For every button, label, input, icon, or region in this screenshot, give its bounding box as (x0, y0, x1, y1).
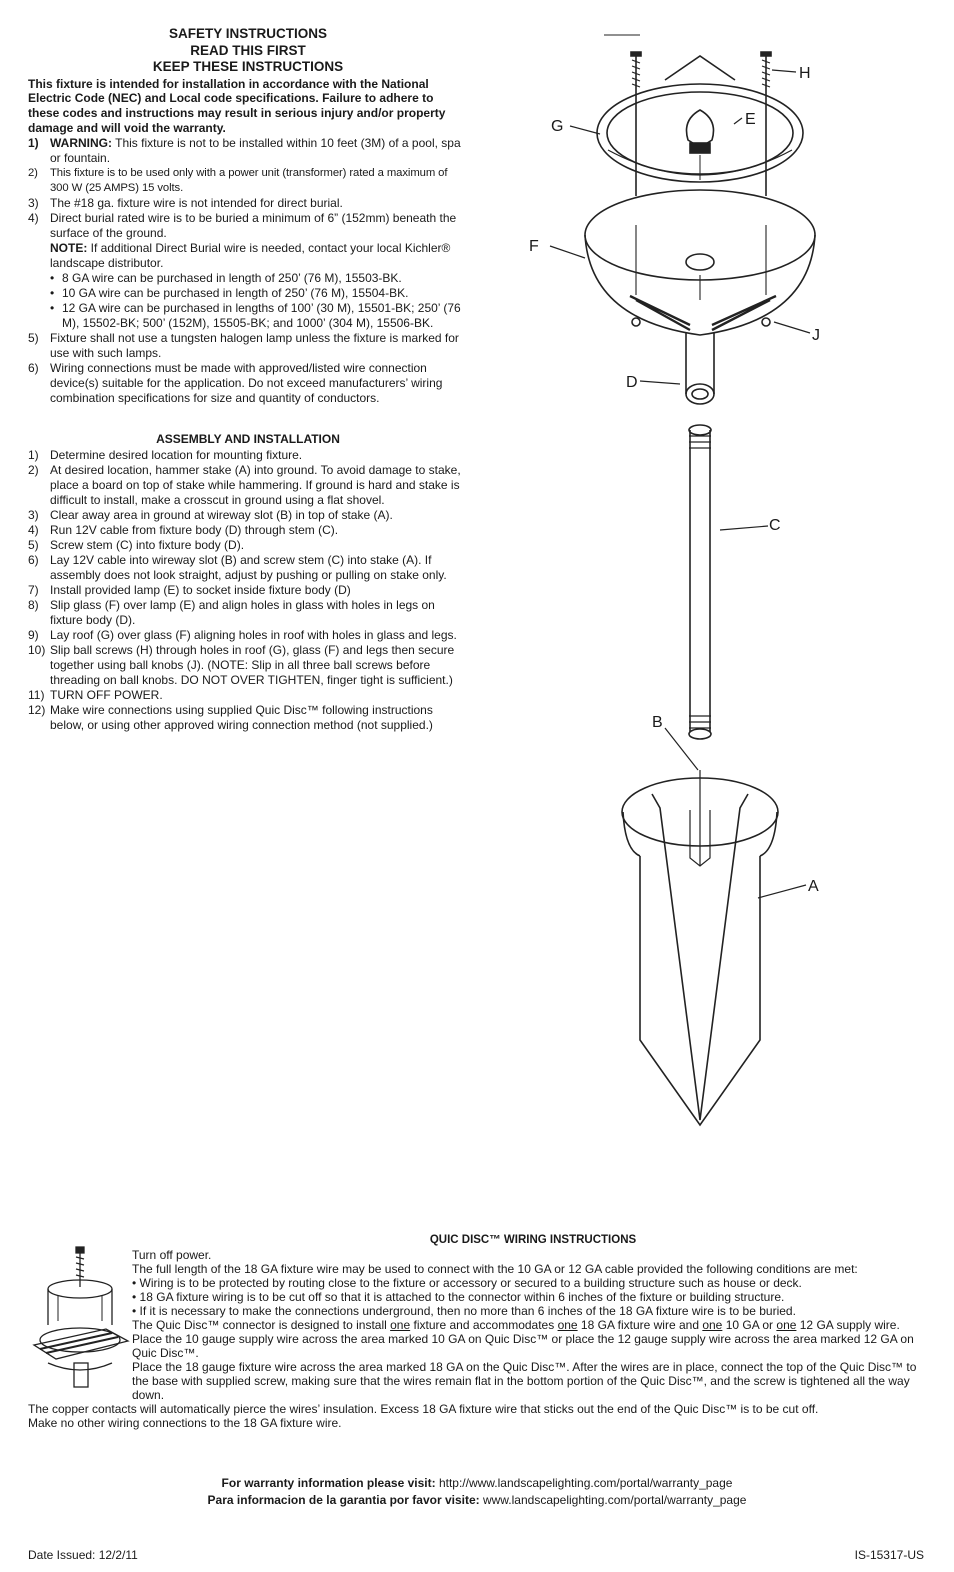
stake (622, 770, 778, 1125)
safety-title: SAFETY INSTRUCTIONS (168, 26, 327, 41)
quic-bullet: • 18 GA fixture wiring is to be cut off so that it is attached to the connector within 6 inches of the fixture or building structure. (132, 1290, 785, 1304)
lamp (687, 110, 714, 180)
ball-screw-left (631, 52, 641, 196)
wire-bullet: • 10 GA wire can be purchased in length of 250’ (76 M), 15504-BK. (50, 285, 409, 300)
label-d: D (626, 374, 638, 391)
quic-p4: Place the 18 gauge fixture wire across the area marked 18 GA on the Quic Disc™. After the wires are in place, connect the top of the Quic Disc™ to the base with supplied screw, making sure that the wires remain flat in the bottom portion of the Quic Disc™, and the screw is tightened all the way down. (132, 1360, 917, 1402)
safety-item: 5) Fixture shall not use a tungsten halogen lamp unless the fixture is marked for use with such lamps. (28, 330, 459, 360)
label-e: E (745, 111, 756, 128)
assembly-step: 1) Determine desired location for mounting fixture. (28, 448, 303, 462)
safety-item: 4) Direct burial rated wire is to be buried a minimum of 6” (152mm) beneath the surface of the ground. (28, 210, 457, 240)
quic-disc-section (28, 1233, 928, 1430)
assembly-step: 3) Clear away area in ground at wireway slot (B) in top of stake (A). (28, 508, 393, 522)
quic-p5: The copper contacts will automatically pierce the wires’ insulation. Excess 18 GA fixture wire that sticks out the end of the Quic Disc™ is to be cut off. (28, 1402, 819, 1416)
document-number: IS-15317-US (854, 1548, 924, 1562)
warning-label: WARNING: (50, 135, 112, 150)
assembly-step: 7) Install provided lamp (E) to socket inside fixture body (D) (28, 583, 351, 597)
safety-intro: This fixture is intended for installation in accordance with the National Electric Code (NEC) and Local code specifications. Failure to adhere to these codes and instructions may result in serious injury and/or property damage and will void the warranty. (28, 76, 446, 135)
safety-item: 3) The #18 ga. fixture wire is not intended for direct burial. (28, 195, 343, 210)
assembly-title: ASSEMBLY AND INSTALLATION (156, 432, 340, 446)
keep-title: KEEP THESE INSTRUCTIONS (152, 59, 344, 74)
safety-item: 6) Wiring connections must be made with approved/listed wire connection device(s) suitable for the application. Do not exceed manufacturers’ wiring combination specifications for size and quantity of conductors. (28, 360, 443, 405)
ball-screw-right (761, 52, 771, 196)
glass-disc (585, 190, 815, 335)
fixture-body (686, 332, 714, 404)
assembly-step: 11) TURN OFF POWER. (28, 688, 163, 702)
label-h: H (799, 65, 811, 82)
fixture-exploded-diagram (529, 28, 880, 1148)
label-a: A (808, 878, 819, 895)
label-g: G (551, 118, 564, 135)
quic-bullet: • If it is necessary to make the connections underground, then no more than 6 inches of the 18 GA fixture wire is to be buried. (132, 1304, 796, 1318)
label-c: C (769, 517, 781, 534)
leader-lines (550, 70, 810, 898)
assembly-step: 2) At desired location, hammer stake (A) into ground. To avoid damage to stake, place a board on top of stake while hammering. If ground is hard and stake is difficult to install, make a crosscut in ground using a flat shovel. (28, 463, 461, 507)
quic-p3: The Quic Disc™ connector is designed to install one fixture and accommodates one 18 GA fixture wire and one 10 GA or one 12 GA supply wire. Place the 10 gauge supply wire across the area marked 10 GA on Quic Disc™ or place the 12 gauge supply wire across the area marked 12 GA on Quic Disc™. (132, 1318, 914, 1360)
assembly-step: 5) Screw stem (C) into fixture body (D). (28, 538, 245, 552)
safety-item: 1) WARNING: This fixture is not to be installed within 10 feet (3M) of a pool, spa or fountain. (28, 135, 461, 165)
safety-item: 2) This fixture is to be used only with a power unit (transformer) rated a maximum of 300 W (25 AMPS) 15 volts. (28, 166, 448, 194)
warranty-en-url[interactable]: http://www.landscapelighting.com/portal/warranty_page (435, 1476, 733, 1490)
label-b: B (652, 714, 663, 731)
quic-p2: The full length of the 18 GA fixture wire may be used to connect with the 10 GA or 12 GA cable provided the following conditions are met: (132, 1262, 858, 1276)
assembly-step: 12) Make wire connections using supplied Quic Disc™ following instructions below, or using other approved wiring connection method (not supplied.) (28, 703, 433, 732)
date-issued: Date Issued: 12/2/11 (28, 1548, 138, 1562)
assembly-step: 4) Run 12V cable from fixture body (D) through stem (C). (28, 523, 339, 537)
warranty-es-url[interactable]: www.landscapelighting.com/portal/warranty_page (479, 1493, 747, 1507)
safety-section (28, 26, 468, 406)
assembly-step: 10) Slip ball screws (H) through holes in roof (G), glass (F) and legs then secure together using ball knobs (J). (NOTE: Slip in all three ball screws before threading on ball knobs. DO NOT OVER TIGHTEN, finger tight is sufficient.) (28, 643, 455, 687)
note: NOTE: If additional Direct Burial wire is needed, contact your local Kichler® landscape distributor. (50, 240, 451, 270)
wire-bullet: • 12 GA wire can be purchased in lengths of 100’ (30 M), 15501-BK; 250’ (76 M), 15502-BK; 500’ (152M), 15505-BK; and 1000’ (304 M), 15506-BK. (50, 300, 461, 330)
note-label: NOTE: (50, 240, 88, 255)
warranty-info (0, 1475, 954, 1509)
quic-p1: Turn off power. (132, 1248, 212, 1262)
assembly-step: 8) Slip glass (F) over lamp (E) and align holes in glass with holes in legs on fixture body (D). (28, 598, 435, 627)
warranty-en: For warranty information please visit: http://www.landscapelighting.com/portal/warranty_page (221, 1476, 733, 1490)
stem (689, 425, 711, 739)
quic-bullet: • Wiring is to be protected by routing close to the fixture or accessory or secured to a building structure such as house or deck. (132, 1276, 802, 1290)
assembly-step: 9) Lay roof (G) over glass (F) aligning holes in roof with holes in glass and legs. (28, 628, 457, 642)
label-f: F (529, 238, 539, 255)
warranty-es: Para informacion de la garantia por favor visite: www.landscapelighting.com/portal/warranty_page (207, 1493, 747, 1507)
assembly-step: 6) Lay 12V cable into wireway slot (B) and screw stem (C) into stake (A). If assembly does not look straight, adjust by pushing or pulling on stake only. (28, 553, 447, 582)
quic-disc-title: QUIC DISC™ WIRING INSTRUCTIONS (429, 1234, 637, 1246)
label-j: J (812, 327, 820, 344)
read-first-title: READ THIS FIRST (190, 42, 306, 58)
wire-bullet: • 8 GA wire can be purchased in length of 250’ (76 M), 15503-BK. (50, 270, 402, 285)
quic-p6: Make no other wiring connections to the 18 GA fixture wire. (28, 1416, 342, 1430)
assembly-section (28, 432, 468, 733)
